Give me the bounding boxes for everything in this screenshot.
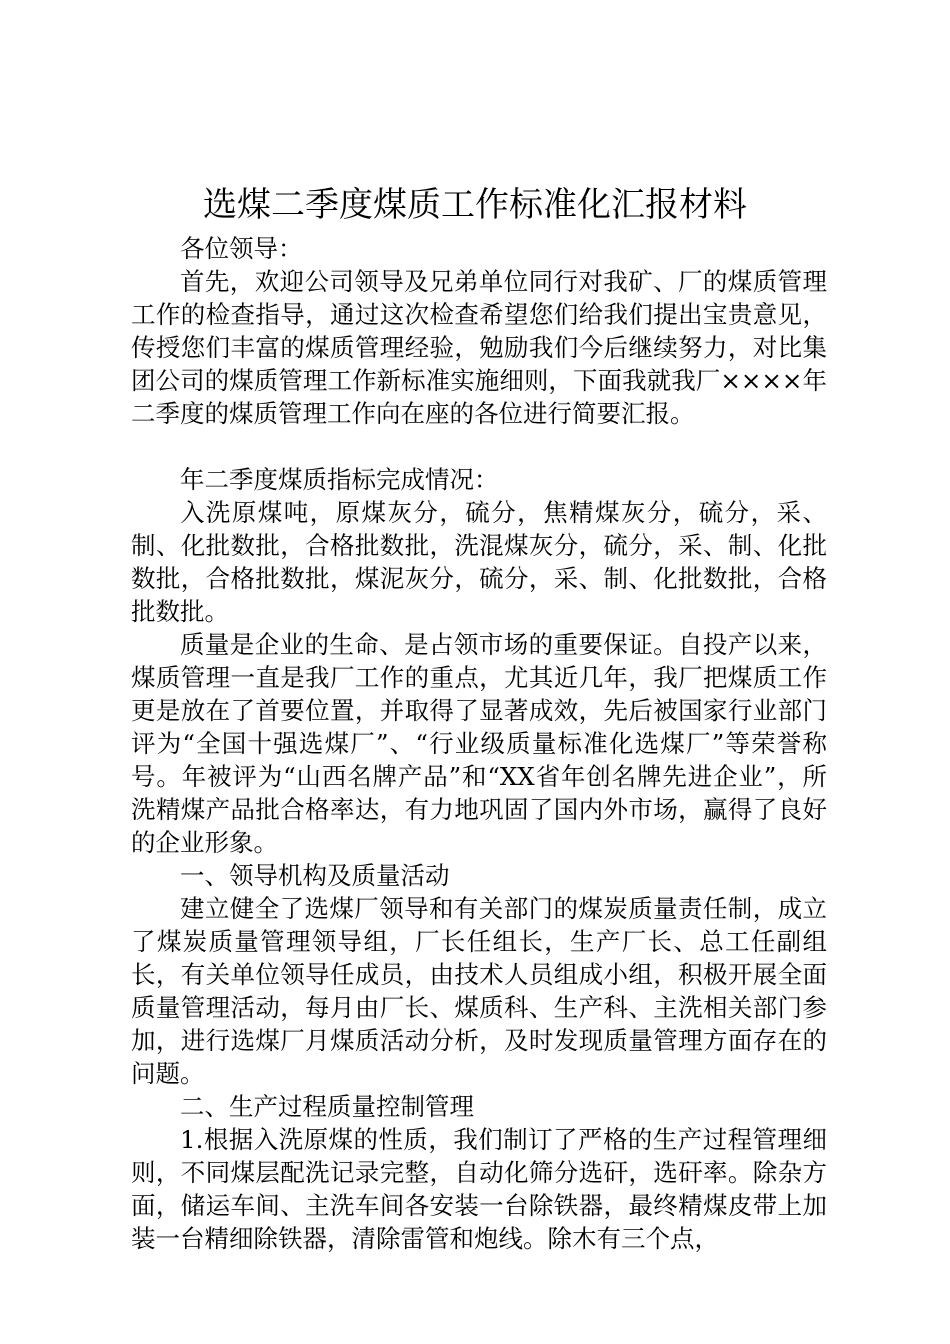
document-body (131, 232, 827, 1255)
paragraph-indicators: 入洗原煤吨，原煤灰分，硫分，焦精煤灰分，硫分，采、制、化批数批，合格批数批，洗混煤灰分，硫分，采、制、化批数批，合格批数批，煤泥灰分，硫分，采、制、化批数批，合格批数批。 (131, 498, 827, 626)
paragraph-quality: 质量是企业的生命、是占领市场的重要保证。自投产以来，煤质管理一直是我厂工作的重点，尤其近几年，我厂把煤质工作更是放在了首要位置，并取得了显著成效，先后被国家行业部门评为“全国十强选煤厂”、“行业级质量标准化选煤厂”等荣誉称号。年被评为“山西名牌产品”和“XX省年创名牌先进企业”，所洗精煤产品批合格率达，有力地巩固了国内外市场，赢得了良好的企业形象。 (131, 630, 827, 857)
paragraph-indicators-heading: 年二季度煤质指标完成情况： (180, 465, 499, 494)
paragraph-gap (131, 430, 827, 463)
paragraph-leadership: 建立健全了选煤厂领导和有关部门的煤炭质量责任制，成立了煤炭质量管理领导组，厂长任组长，生产厂长、总工任副组长，有关单位领导任成员，由技术人员组成小组，积极开展全面质量管理活动，每月由厂长、煤质科、生产科、主洗相关部门参加，进行选煤厂月煤质活动分析，及时发现质量管理方面存在的问题。 (131, 894, 827, 1088)
section-heading-leadership: 一、领导机构及质量活动 (180, 861, 450, 890)
paragraph-production-1: 1.根据入洗原煤的性质，我们制订了严格的生产过程管理细则，不同煤层配洗记录完整，自动化筛分选矸，选矸率。除杂方面，储运车间、主洗车间各安装一台除铁器，最终精煤皮带上加装一台精细除铁器，清除雷管和炮线。除木有三个点， (131, 1125, 827, 1253)
paragraph-intro: 首先，欢迎公司领导及兄弟单位同行对我矿、厂的煤质管理工作的检查指导，通过这次检查希望您们给我们提出宝贵意见，传授您们丰富的煤质管理经验，勉励我们今后继续努力，对比集团公司的煤质管理工作新标准实施细则，下面我就我厂××××年二季度的煤质管理工作向在座的各位进行简要汇报。 (131, 267, 827, 428)
section-heading-production: 二、生产过程质量控制管理 (180, 1092, 474, 1121)
salutation: 各位领导： (180, 234, 303, 263)
document-title: 选煤二季度煤质工作标准化汇报材料 (203, 185, 747, 225)
